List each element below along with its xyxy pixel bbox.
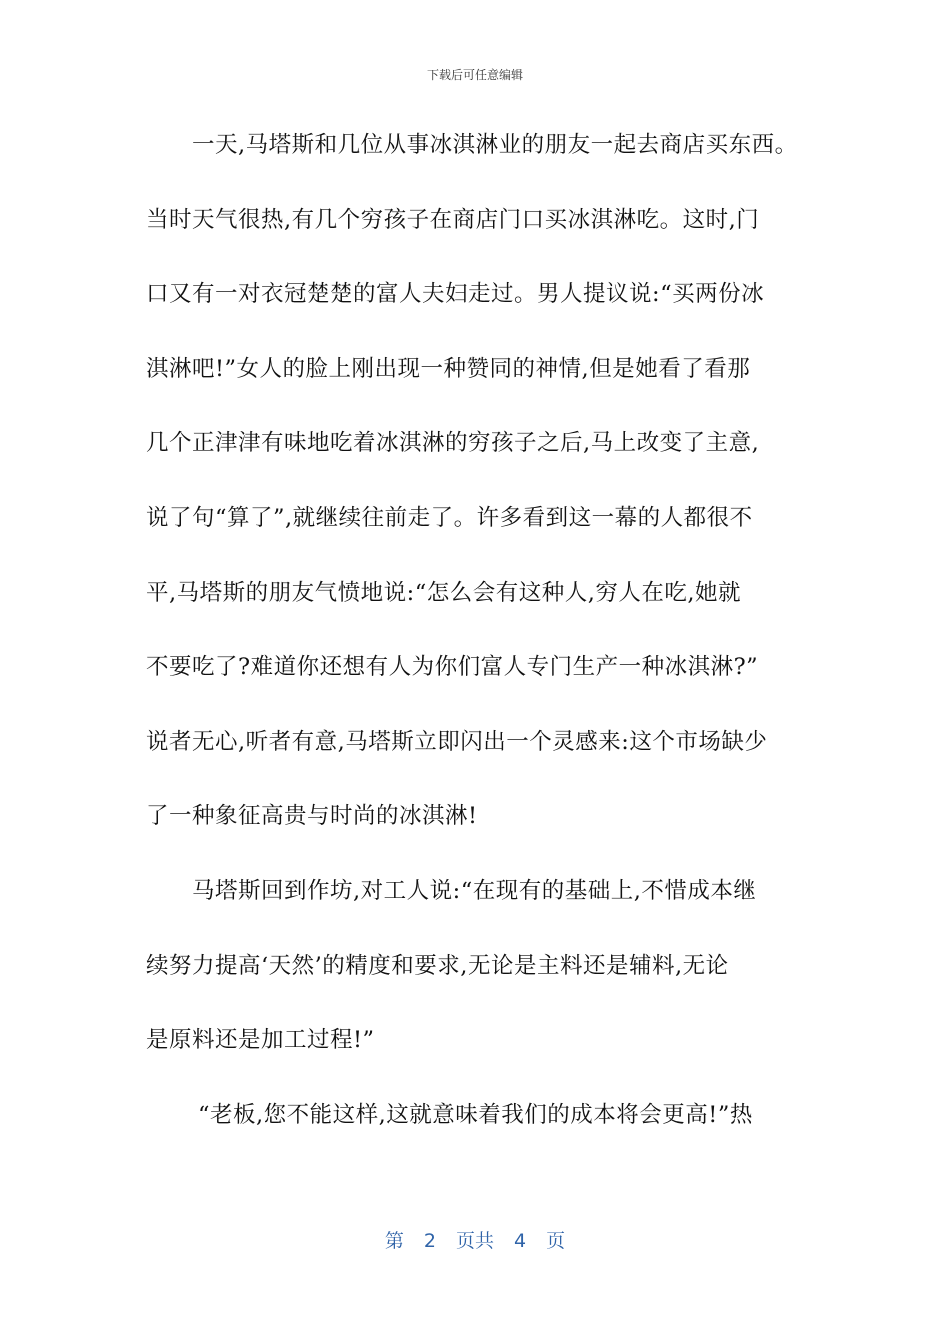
paragraph-line: 淇淋吧!”女人的脸上刚出现一种赞同的神情,但是她看了看那	[146, 355, 751, 382]
paragraph-line: “老板,您不能这样,这就意味着我们的成本将会更高!”热	[198, 1101, 753, 1128]
paragraph-line: 说了句“算了”,就继续往前走了。许多看到这一幕的人都很不	[146, 504, 753, 531]
paragraph-line: 了一种象征高贵与时尚的冰淇淋!	[146, 803, 478, 830]
paragraph-line: 当时天气很热,有几个穷孩子在商店门口买冰淇淋吃。这时,门	[146, 206, 760, 233]
paragraph-line: 口又有一对衣冠楚楚的富人夫妇走过。男人提议说:“买两份冰	[146, 281, 765, 308]
paragraph-line: 续努力提高‘天然’的精度和要求,无论是主料还是辅料,无论	[146, 952, 729, 979]
document-body	[146, 123, 816, 1167]
page-header-note: 下载后可任意编辑	[426, 68, 523, 82]
page-number: 第 2 页共 4 页	[384, 1230, 566, 1252]
paragraph-line: 是原料还是加工过程!”	[146, 1027, 375, 1054]
paragraph-line: 马塔斯回到作坊,对工人说:“在现有的基础上,不惜成本继	[192, 877, 757, 904]
paragraph-line: 说者无心,听者有意,马塔斯立即闪出一个灵感来:这个市场缺少	[146, 728, 768, 755]
paragraph-line: 平,马塔斯的朋友气愤地说:“怎么会有这种人,穷人在吃,她就	[146, 579, 742, 606]
paragraph-line: 不要吃了?难道你还想有人为你们富人专门生产一种冰淇淋?”	[146, 654, 759, 681]
paragraph-line: 几个正津津有味地吃着冰淇淋的穷孩子之后,马上改变了主意,	[146, 430, 760, 457]
paragraph-line: 一天,马塔斯和几位从事冰淇淋业的朋友一起去商店买东西。	[192, 132, 798, 158]
